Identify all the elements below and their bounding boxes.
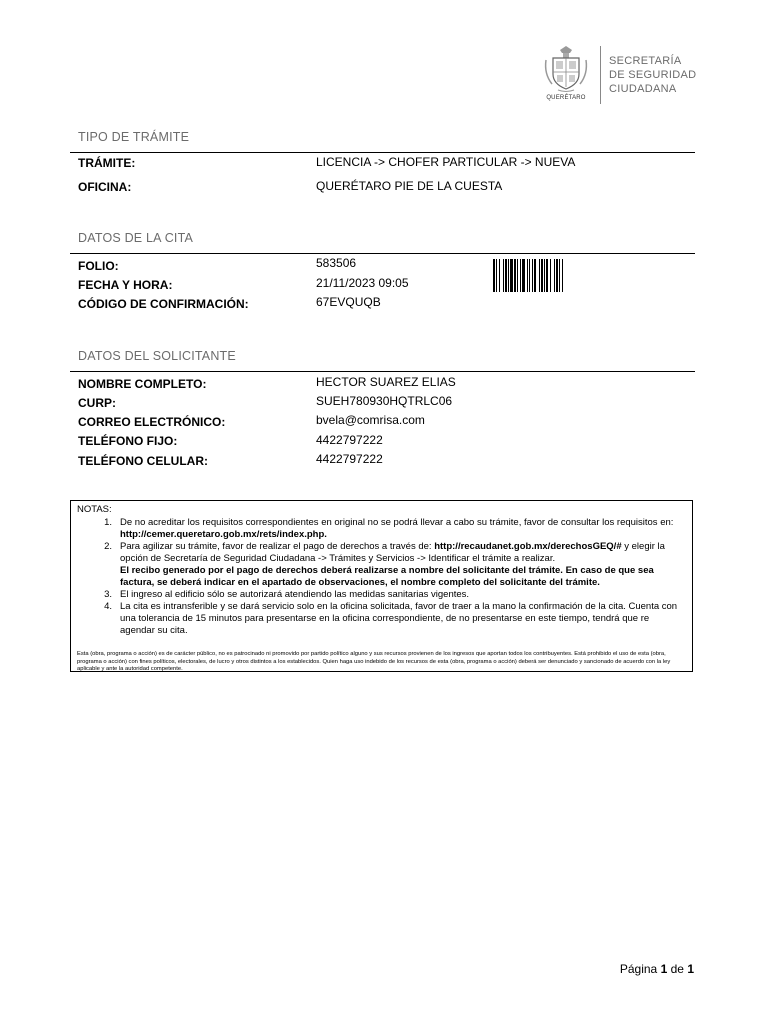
note-number: 4. — [104, 601, 112, 612]
tramite-value: LICENCIA -> CHOFER PARTICULAR -> NUEVA — [316, 155, 576, 169]
note-number: 1. — [104, 517, 112, 528]
note-body: y elegir la opción de Secretaría de Seguridad Ciudadana -> Trámites y Servicios -> Identificar el trámite a realizar. — [120, 541, 665, 564]
note-text — [120, 517, 686, 541]
page-number — [620, 962, 694, 976]
requisitos-link[interactable]: http://cemer.queretaro.gob.mx/rets/index.php. — [120, 529, 327, 540]
page-total: 1 — [687, 962, 694, 976]
codigo-label: CÓDIGO DE CONFIRMACIÓN: — [78, 297, 249, 311]
barcode-bar — [559, 259, 560, 292]
logo-divider — [600, 46, 601, 104]
barcode-bar — [562, 259, 563, 292]
oficina-value: QUERÉTARO PIE DE LA CUESTA — [316, 179, 503, 193]
note-body: La cita es intransferible y se dará servicio solo en la oficina solicitada, favor de traer a la mano la confirmación de la cita. Cuenta con una tolerancia de 15 minutos para presentarse en la oficina correspondiente, de no presentarse en este tiempo, tendrá que re agendar su cita. — [120, 601, 678, 636]
legal-disclaimer: Esta (obra, programa o acción) es de carácter público, no es patrocinado ni promovido por partido político alguno y sus recursos provienen de los ingresos que aportan todos los contribuyentes. Está prohibido el uso de esta (obra, programa o acción) con fines políticos, electorales, de lucro y otros distintos a los establecidos. Quien haga uso indebido de los recursos de esta (obra, programa o acción) deberá ser denunciado y sancionado de acuerdo con la ley aplicable y ante la autoridad competente. — [77, 651, 671, 672]
section-title-cita: DATOS DE LA CITA — [78, 231, 194, 245]
note-body: El ingreso al edificio sólo se autorizará atendiendo las medidas sanitarias vigentes. — [120, 589, 470, 600]
telefono-fijo-label: TELÉFONO FIJO: — [78, 434, 178, 448]
barcode-bar — [503, 259, 504, 292]
note-bold-text: El recibo generado por el pago de derechos deberá realizarse a nombre del solicitante del trámite. En caso de que sea factura, se deberá indicar en el apartado de observaciones, el nombre completo del solicitante del trámite. — [120, 565, 654, 588]
note-item — [77, 589, 686, 601]
barcode-bar — [556, 259, 558, 292]
pago-derechos-link[interactable]: http://recaudanet.gob.mx/derechosGEQ/# — [434, 541, 622, 552]
curp-label: CURP: — [78, 396, 116, 410]
nombre-label: NOMBRE COMPLETO: — [78, 377, 207, 391]
barcode-bar — [539, 259, 540, 292]
section-title-solicitante: DATOS DEL SOLICITANTE — [78, 349, 236, 363]
note-text — [120, 541, 686, 589]
notes-title: NOTAS: — [77, 504, 112, 515]
note-body: Para agilizar su trámite, favor de realizar el pago de derechos a través de: — [120, 541, 435, 552]
note-item — [77, 517, 686, 541]
of-word: de — [670, 962, 684, 976]
note-item — [77, 601, 686, 637]
barcode-bar — [527, 259, 528, 292]
barcode-bar — [544, 259, 545, 292]
correo-value: bvela@comrisa.com — [316, 413, 425, 427]
telefono-fijo-value: 4422797222 — [316, 433, 383, 447]
barcode-bar — [541, 259, 543, 292]
barcode-bar — [522, 259, 525, 292]
page-current: 1 — [660, 962, 668, 976]
oficina-label: OFICINA: — [78, 180, 132, 194]
page-word: Página — [619, 962, 658, 976]
barcode-bar — [534, 259, 536, 292]
telefono-celular-value: 4422797222 — [316, 452, 383, 466]
agency-name — [609, 54, 696, 96]
agency-name-line: SECRETARÍA — [609, 55, 682, 67]
barcode-bar — [529, 259, 530, 292]
section-divider — [70, 371, 695, 372]
correo-label: CORREO ELECTRÓNICO: — [78, 415, 226, 429]
nombre-value: HECTOR SUAREZ ELIAS — [316, 375, 456, 389]
tramite-label: TRÁMITE: — [78, 156, 136, 170]
agency-logo — [540, 44, 700, 106]
folio-label: FOLIO: — [78, 259, 119, 273]
agency-name-line: DE SEGURIDAD — [609, 69, 697, 81]
barcode-bar — [496, 259, 497, 292]
folio-barcode — [493, 259, 600, 292]
barcode-bar — [520, 259, 521, 292]
curp-value: SUEH780930HQTRLC06 — [316, 394, 453, 408]
fecha-hora-label: FECHA Y HORA: — [78, 278, 173, 292]
barcode-bar — [546, 259, 548, 292]
note-item — [77, 541, 686, 589]
barcode-bar — [517, 259, 518, 292]
section-title-tramite: TIPO DE TRÁMITE — [78, 130, 190, 144]
barcode-bar — [493, 259, 495, 292]
note-number: 2. — [104, 541, 112, 552]
barcode-bar — [508, 259, 509, 292]
barcode-bar — [550, 259, 551, 292]
fecha-hora-value: 21/11/2023 09:05 — [316, 276, 409, 290]
note-number: 3. — [104, 589, 112, 600]
barcode-bar — [532, 259, 533, 292]
folio-value: 583506 — [316, 256, 357, 270]
section-divider — [70, 253, 695, 254]
barcode-bar — [554, 259, 555, 292]
notes-box — [70, 500, 693, 672]
codigo-value: 67EVQUQB — [316, 295, 381, 309]
note-body: De no acreditar los requisitos correspondientes en original no se podrá llevar a cabo su trámite, favor de consultar los requisitos en: — [120, 517, 674, 528]
agency-name-line: CIUDADANA — [609, 83, 677, 95]
seal-label: QUERÉTARO — [546, 95, 586, 101]
section-divider — [70, 152, 695, 153]
barcode-bar — [505, 259, 507, 292]
barcode-bar — [510, 259, 513, 292]
barcode-bar — [499, 259, 500, 292]
telefono-celular-label: TELÉFONO CELULAR: — [78, 454, 208, 468]
barcode-bar — [514, 259, 516, 292]
